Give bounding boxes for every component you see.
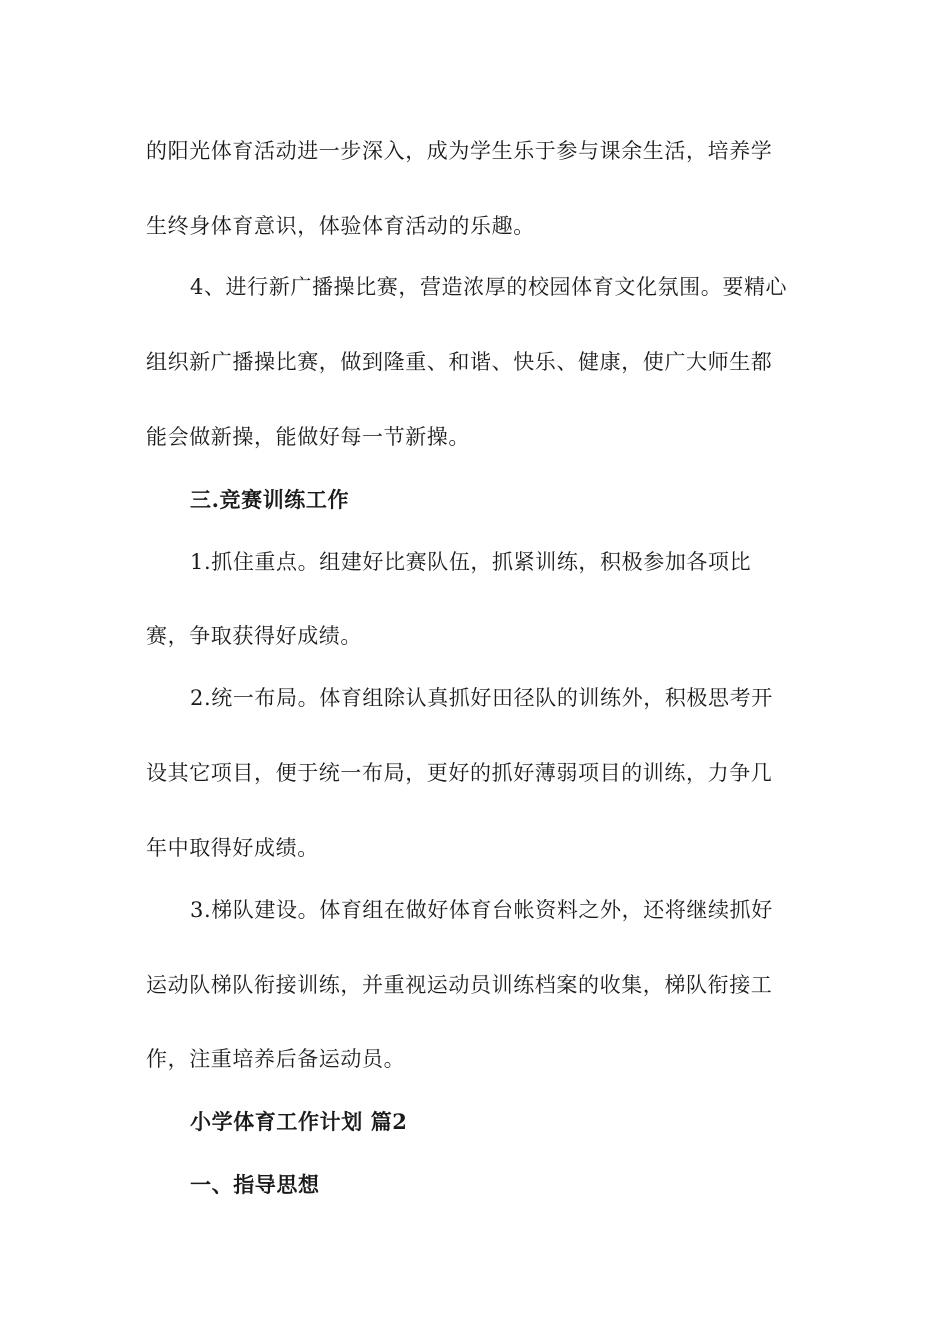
paragraph-line: 赛，争取获得好成绩。 — [146, 624, 362, 648]
paragraph-line: 生终身体育意识，体验体育活动的乐趣。 — [146, 214, 535, 238]
section-heading: 三.竞赛训练工作 — [190, 487, 350, 512]
paragraph-line: 的阳光体育活动进一步深入，成为学生乐于参与课余生活，培养学 — [146, 139, 773, 163]
paragraph-line: 1.抓住重点。组建好比赛队伍，抓紧训练，积极参加各项比 — [190, 550, 752, 574]
section-heading: 一、指导思想 — [190, 1172, 320, 1197]
paragraph-line: 3.梯队建设。体育组在做好体育台帐资料之外，还将继续抓好 — [190, 898, 773, 922]
paragraph-line: 运动队梯队衔接训练，并重视运动员训练档案的收集，梯队衔接工 — [146, 973, 773, 997]
paragraph-line: 能会做新操，能做好每一节新操。 — [146, 425, 470, 449]
document-title: 小学体育工作计划 篇2 — [190, 1109, 408, 1134]
paragraph-line: 设其它项目，便于统一布局，更好的抓好薄弱项目的训练，力争几 — [146, 761, 773, 785]
paragraph-line: 年中取得好成绩。 — [146, 836, 319, 860]
paragraph-line: 组织新广播操比赛，做到隆重、和谐、快乐、健康，使广大师生都 — [146, 350, 773, 374]
paragraph-line: 2.统一布局。体育组除认真抓好田径队的训练外，积极思考开 — [190, 686, 773, 710]
paragraph-line: 作，注重培养后备运动员。 — [146, 1047, 406, 1071]
paragraph-line: 4、进行新广播操比赛，营造浓厚的校园体育文化氛围。要精心 — [190, 275, 788, 299]
